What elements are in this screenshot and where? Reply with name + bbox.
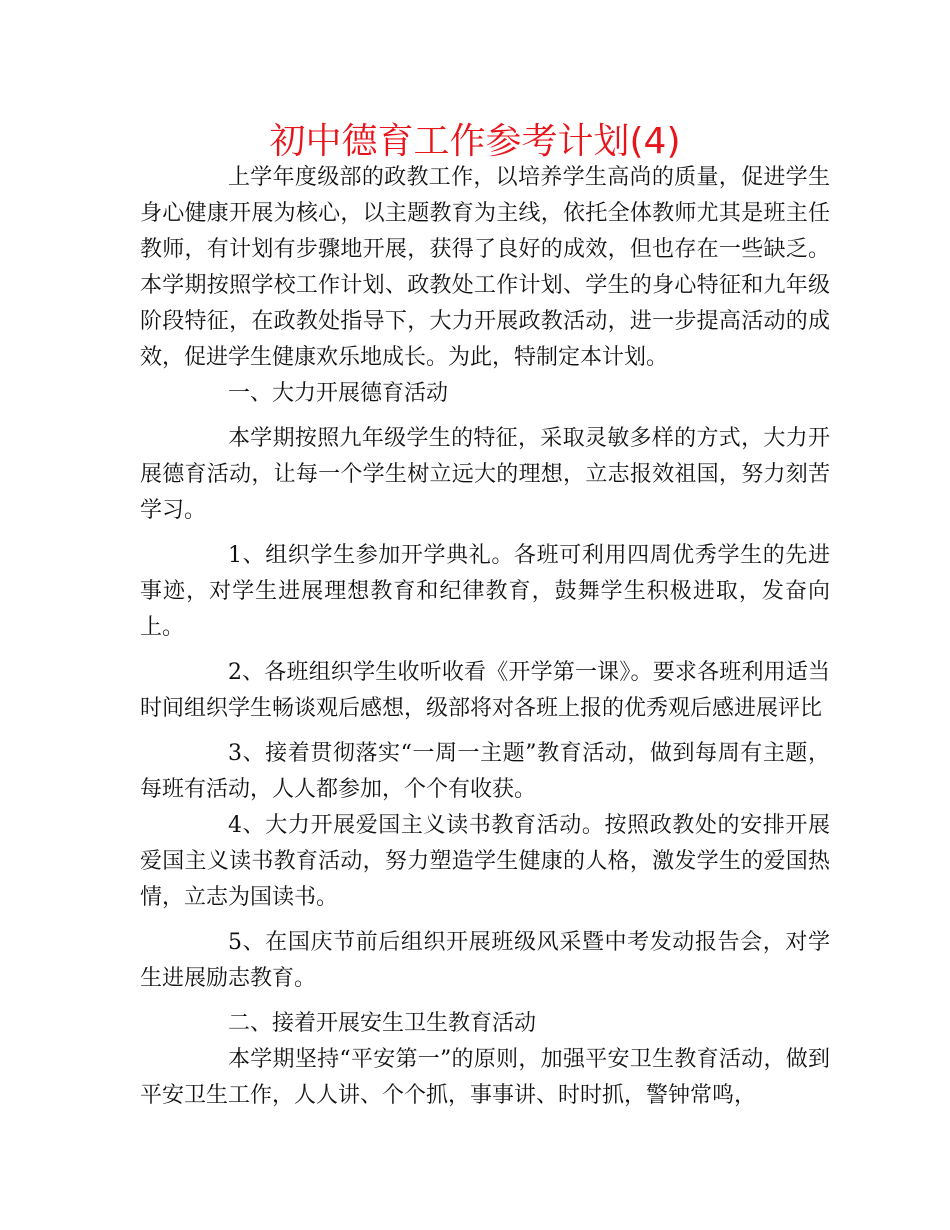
item-4-paragraph: 4、大力开展爱国主义读书教育活动。按照政教处的安排开展爱国主义读书教育活动，努力塑造学生健康的人格，激发学生的爱国热情，立志为国读书。 (140, 813, 830, 910)
section-2-intro-paragraph: 本学期坚持“平安第一”的原则，加强平安卫生教育活动，做到平安卫生工作，人人讲、个个抓，事事讲、时时抓，警钟常鸣， (140, 1047, 830, 1108)
section-heading-2: 二、接着开展安生卫生教育活动 (228, 1011, 537, 1036)
section-heading-1: 一、大力开展德育活动 (228, 381, 449, 406)
section-1-intro-paragraph: 本学期按照九年级学生的特征，采取灵敏多样的方式，大力开展德育活动，让每一个学生树立远大的理想，立志报效祖国，努力刻苦学习。 (140, 426, 830, 523)
item-1-paragraph: 1、组织学生参加开学典礼。各班可利用四周优秀学生的先进事迹，对学生进展理想教育和纪律教育，鼓舞学生积极进取，发奋向上。 (140, 543, 830, 640)
item-2-paragraph: 2、各班组织学生收听收看《开学第一课》。要求各班利用适当时间组织学生畅谈观后感想，级部将对各班上报的优秀观后感进展评比 (140, 660, 830, 721)
item-5-paragraph: 5、在国庆节前后组织开展班级风采暨中考发动报告会，对学生进展励志教育。 (140, 930, 830, 991)
item-3-paragraph: 3、接着贯彻落实“一周一主题”教育活动，做到每周有主题，每班有活动，人人都参加，个个有收获。 (140, 741, 830, 802)
document-title: 初中德育工作参考计划(4) (269, 121, 681, 162)
intro-paragraph: 上学年度级部的政教工作，以培养学生高尚的质量，促进学生身心健康开展为核心，以主题教育为主线，依托全体教师尤其是班主任教师，有计划有步骤地开展，获得了良好的成效，但也存在一些缺乏。本学期按照学校工作计划、政教处工作计划、学生的身心特征和九年级阶段特征，在政教处指导下，大力开展政教活动，进一步提高活动的成效，促进学生健康欢乐地成长。为此，特制定本计划。 (140, 165, 830, 370)
document-body (140, 160, 830, 1114)
